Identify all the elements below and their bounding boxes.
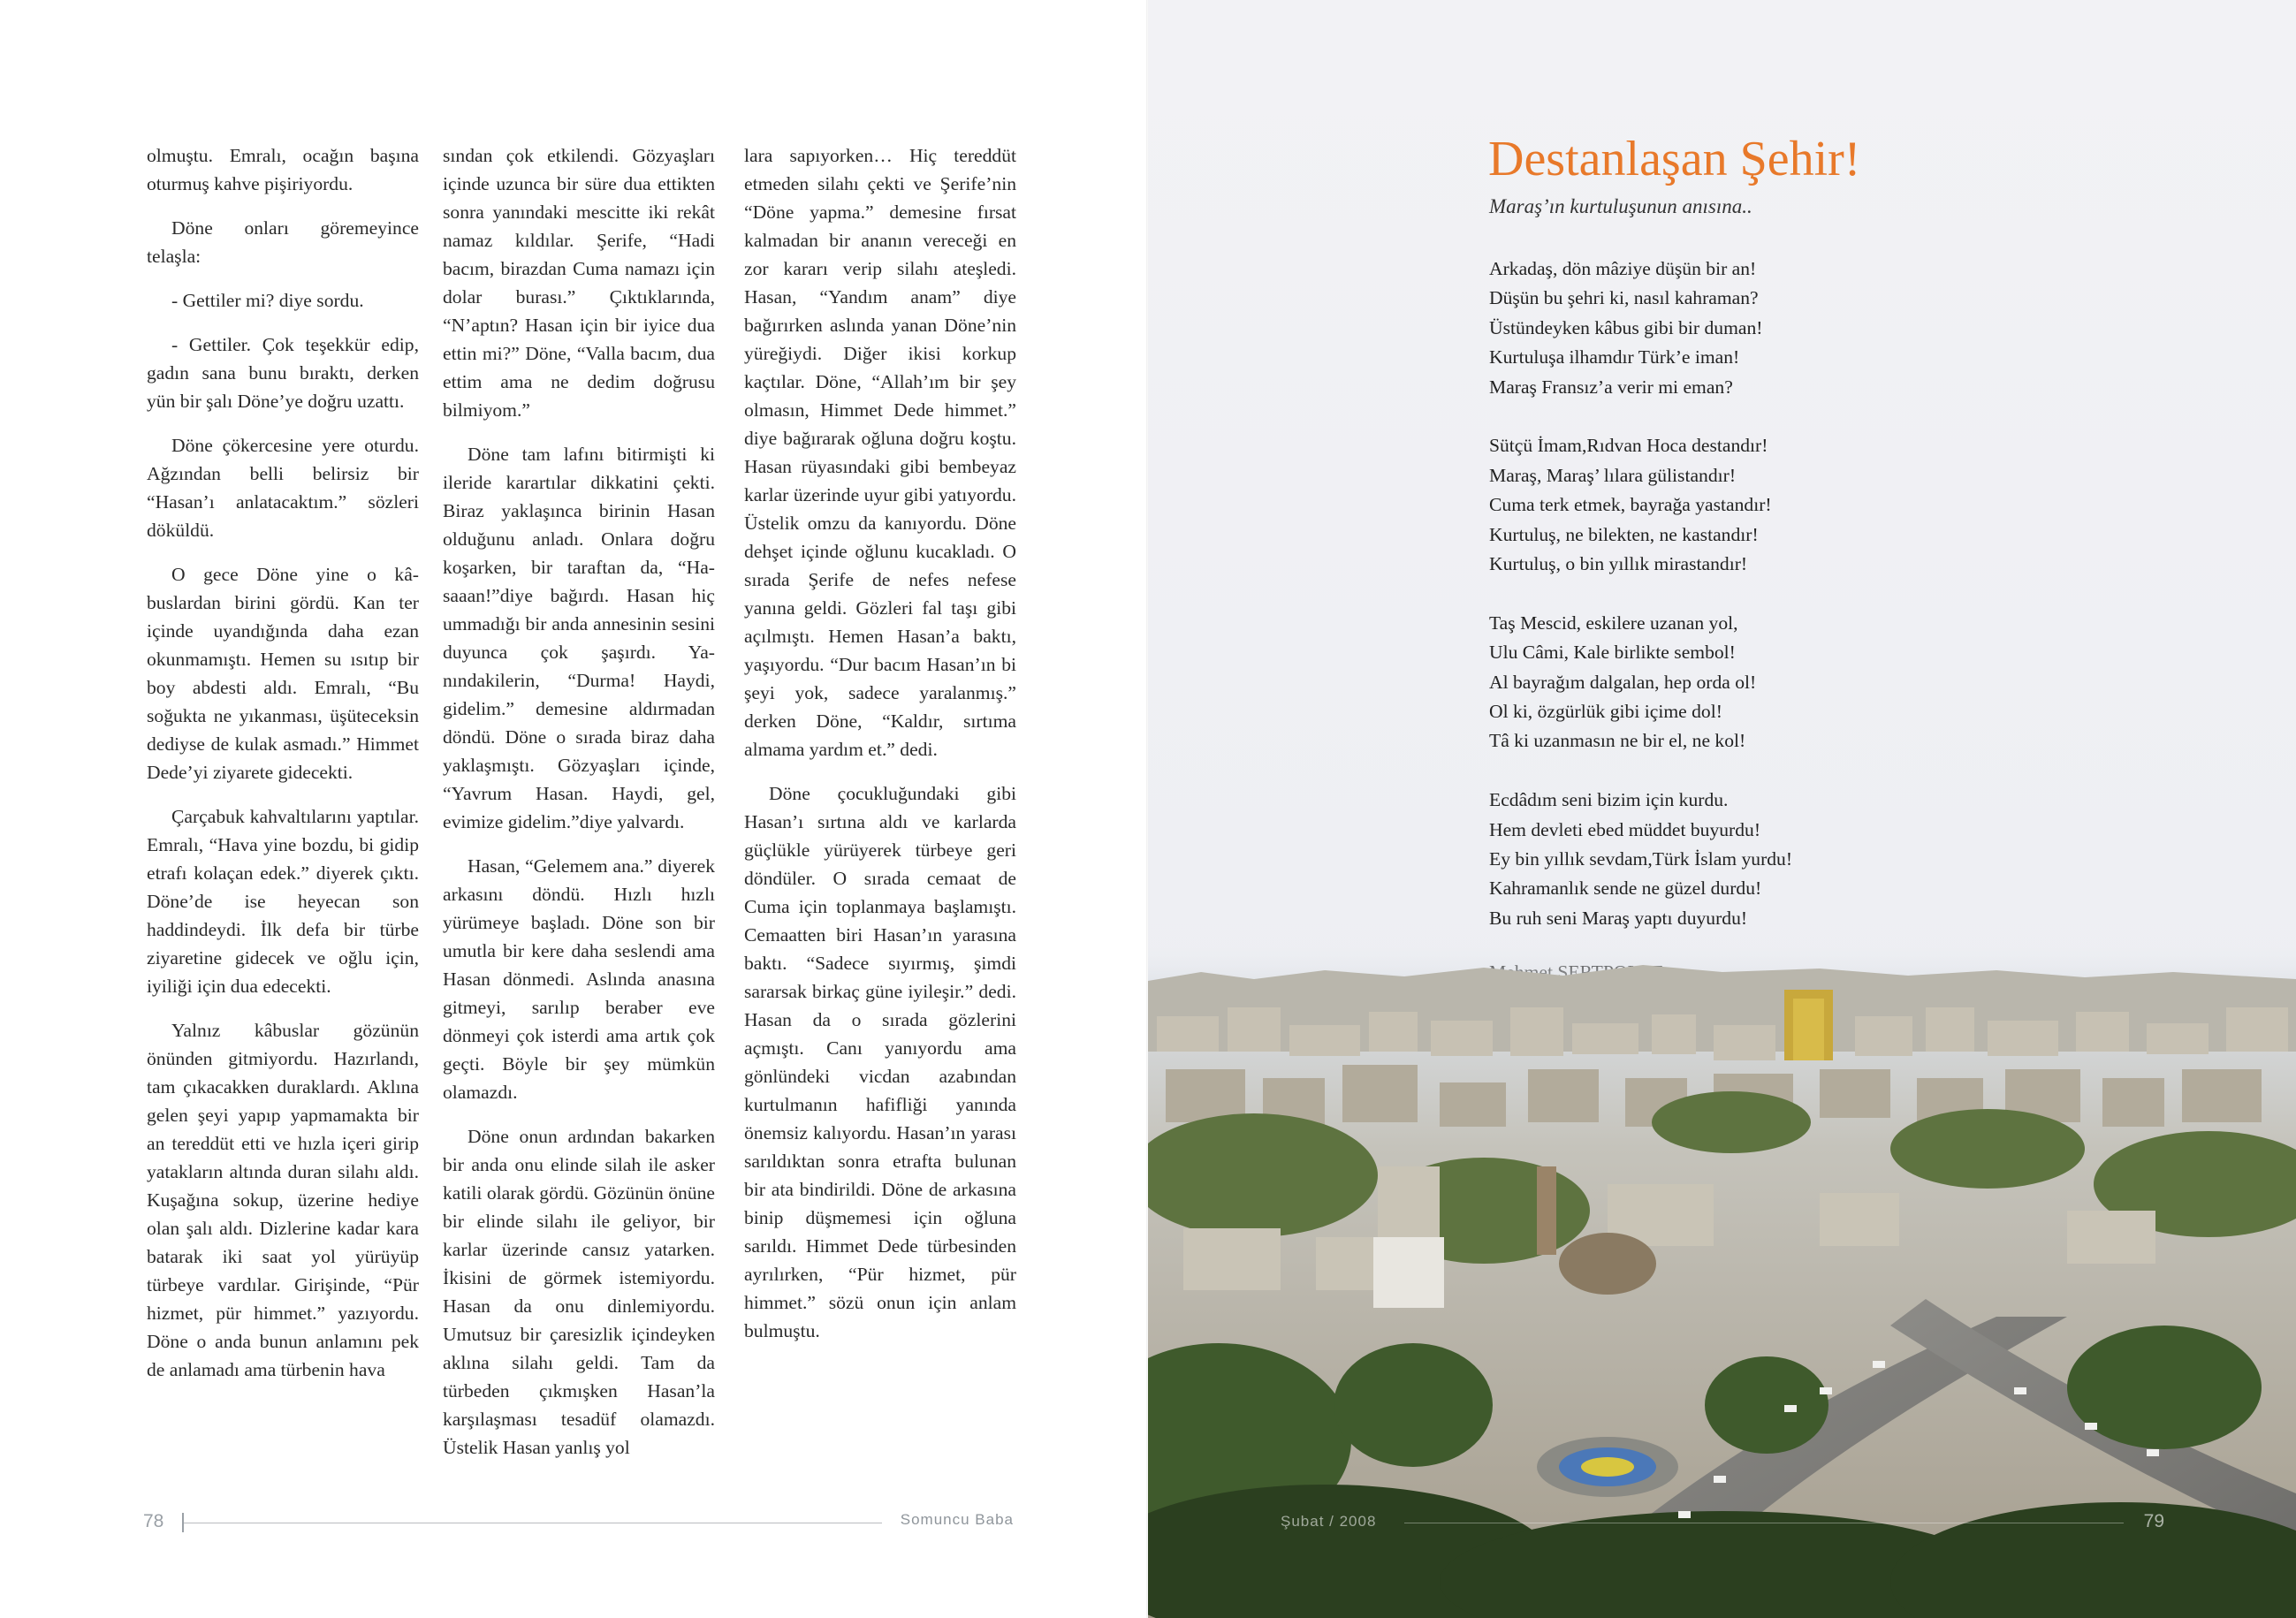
page-number-right: 79 [2143, 1511, 2164, 1531]
paragraph: Döne tam lafını bitirmişti ki ileride karartılar dikkatini çekti. Biraz yaklaşınca birinin Hasan olduğunu anladı. Onlara doğru koşarken, bir taraftan da, “Hasaaan!”diye bağırdı. Hasan hiç ummadığı bir anda annesinin sesini duyunca çok şaşırdı. Yanındakilerin, “Durma! Haydi, gidelim.” demesine aldırmadan döndü. Döne o sırada biraz daha yaklaşmıştı. Gözyaşları içinde, “Yavrum Hasan. Haydi, gel, evimize gidelim.”diye yalvardı. [443, 444, 715, 832]
poem-line: Ecdâdım seni bizim için kurdu. [1489, 789, 1729, 811]
paragraph: sından çok etkilendi. Gözyaşları içinde uzunca bir süre dua ettikten sonra yanındaki mescitte iki rekât namaz kıldılar. Şerife, “Hadi bacım, birazdan Cuma namazı için dolar burası.” Çıktıklarında, “N’aptın? Hasan için bir iyice dua ettin mi?” Döne, “Valla bacım, dua ettim ama ne dedim doğrusu bilmiyom.” [443, 145, 715, 421]
poem-line: Cuma terk etmek, bayrağa yastandır! [1489, 494, 1772, 516]
poem-line: Taş Mescid, eskilere uzanan yol, [1489, 611, 1738, 634]
poem-line: Üstündeyken kâbus gibi bir duman! [1489, 316, 1763, 338]
poem-subtitle: Maraş’ın kurtuluşunun anısına.. [1489, 195, 1752, 217]
paragraph: Döne çocukluğundaki gibi Hasan’ı sırtına aldı ve karlarda güçlükle yürüyerek türbeye geri döndüler. O sırada cemaat de Cuma için toplanmaya başlamıştı. Cemaatten biri Hasan’ın yarasına baktı. “Sadece sıyırmış, şimdi sararsak birkaç güne iyileşir.” dedi. Hasan da o sırada gözlerini açmıştı. Canı yanıyordu ama gönlündeki vicdan azabından kurtulmanın hafifliği yanında önemsiz kalıyordu. Hasan’ın yarası sarıldıktan sonra etrafta bulunan bir ata bindirildi. Döne de arkasına binip düşmemesi için oğluna sarıldı. Himmet Dede türbesinden ayrılırken, “Pür hizmet, pür himmet.” sözü onun için anlam bulmuştu. [744, 783, 1016, 1341]
issue-date: Şubat / 2008 [1281, 1513, 1377, 1530]
poem-line: Kahramanlık sende ne güzel durdu! [1489, 877, 1762, 900]
poem [1489, 254, 1949, 963]
paragraph: Hasan, “Gelemem ana.” diyerek arkasını döndü. Hızlı hızlı yürümeye başladı. Döne son bir umutla bir kere daha seslendi ama Hasan dönmedi. Aslında anasına gitmeyi, sarılıp beraber eve dönmeyi çok isterdi ama artık çok geçti. Böyle bir şey mümkün olamazdı. [443, 855, 715, 1103]
poem-line: Kurtuluş, o bin yıllık mirastandır! [1489, 553, 1748, 575]
stanza [1489, 431, 1949, 579]
stanza [1489, 786, 1949, 933]
paragraph: - Gettiler mi? diye sordu. [171, 290, 364, 311]
paragraph: Döne çökercesine yere oturdu. Ağzından belli belirsiz bir “Hasan’ı anlatacaktım.” sözleri döküldü. [147, 435, 419, 541]
poem-line: Kurtuluşa ilhamdır Türk’e iman! [1489, 346, 1740, 368]
poem-line: Bu ruh seni Maraş yaptı duyurdu! [1489, 907, 1748, 929]
text-column-2 [443, 141, 715, 1481]
magazine-name: Somuncu Baba [900, 1511, 1014, 1528]
poem-line: Maraş Fransız’a verir mi eman? [1489, 376, 1733, 398]
poem-line: Düşün bu şehri ki, nasıl kahraman? [1489, 287, 1759, 309]
poem-line: Kurtuluş, ne bilekten, ne kastandır! [1489, 523, 1759, 545]
paragraph: Döne onları göremeyince telaşla: [147, 217, 419, 267]
paragraph: lara sapıyorken… Hiç tereddüt etmeden silahı çekti ve Şerife’nin “Döne yapma.” demesine fırsat kalmadan bir ananın vereceği en zor kararı verip silahı ateşledi. Hasan, “Yandım anam” diye bağırırken aslında yanan Döne’nin yüreğiydi. Diğer ikisi korkup kaçtılar. Döne, “Allah’ım bir şey olmasın, Himmet Dede himmet.” diye bağırarak oğluna doğru koştu. Hasan rüyasındaki gibi bembeyaz karlar üzerinde uyur gibi yatıyordu. Üstelik omzu da kanıyordu. Döne dehşet içinde oğlunu kucakladı. O sırada Şerife de nefes nefese yanına geldi. Gözleri fal taşı gibi açılmıştı. Hemen Hasan’a baktı, yaşıyordu. “Dur bacım Hasan’ın bi şeyi yok, sadece yaralanmış.” derken Döne, “Kaldır, sırtıma almama yardım et.” dedi. [744, 145, 1016, 760]
paragraph: Yalnız kâbuslar gözünün önünden gitmiyordu. Hazırlandı, tam çıkacakken duraklardı. Aklına gelen şeyi yapıp yapmamakta bir an tereddüt etti ve hızla içeri girip yatakların altında duran silahı aldı. Kuşağına sokup, üzerine hediye olan şalı aldı. Dizlerine kadar kara batarak iki saat yol yürüyüp türbeye vardılar. Girişinde, “Pür hizmet, pür himmet.” yazıyordu. Döne o anda bunun anlamını pek de anlamadı ama türbenin hava [147, 1020, 419, 1380]
poem-line: Ol ki, özgürlük gibi içime dol! [1489, 701, 1722, 723]
poem-line: Arkadaş, dön mâziye düşün bir an! [1489, 258, 1757, 279]
poem-line: Al bayrağım dalgalan, hep orda ol! [1489, 671, 1757, 693]
poem-line: Ulu Câmi, Kale birlikte sembol! [1489, 642, 1736, 664]
paragraph: Döne onun ardından bakarken bir anda onu elinde silah ile asker katili olarak gördü. Gözünün önüne bir elinde silahı ile geliyor, bir karlar üzerinde cansız yatarken. İkisini de görmek istemiyordu. Hasan da onu dinlemiyordu. Umutsuz bir çaresizlik içindeyken aklına silahı geldi. Tam da türbeden çıkmışken Hasan’la karşılaşması tesadüf olamazdı. Üstelik Hasan yanlış yol [443, 1126, 715, 1458]
poem-line: Sütçü İmam,Rıdvan Hoca destandır! [1489, 435, 1768, 457]
left-footer [143, 1511, 1014, 1532]
right-page [1148, 0, 2296, 1618]
poem-title: Destanlaşan Şehir! [1488, 132, 1861, 186]
right-footer [1281, 1511, 2164, 1534]
paragraph: olmuştu. Emralı, ocağın başına oturmuş kahve pişiriyordu. [147, 145, 419, 194]
poem-line: Tâ ki uzanmasın ne bir el, ne kol! [1489, 730, 1746, 752]
poem-line: Ey bin yıllık sevdam,Türk İslam yurdu! [1489, 848, 1793, 870]
page-number-left: 78 [143, 1511, 164, 1531]
paragraph: O gece Döne yine o kâbuslardan birini gördü. Kan ter içinde uyandığında daha ezan okunmamıştı. Hemen su ısıtıp bir boy abdesti aldı. Emralı, “Bu soğukta ne yıkanması, üşüteceksin dediyse de kulak asmadı.” Himmet Dede’yi ziyarete gidecekti. [147, 564, 419, 783]
paragraph: - Gettiler. Çok teşekkür edip, gadın sana bunu bıraktı, derken yün bir şalı Döne’ye doğru uzattı. [147, 334, 419, 412]
text-column-1 [147, 141, 419, 1481]
stanza [1489, 254, 1949, 402]
poem-line: Hem devleti ebed müddet buyurdu! [1489, 818, 1761, 840]
paragraph: Çarçabuk kahvaltılarını yaptılar. Emralı, “Hava yine bozdu, bi gidip etrafı kolaçan edek.” diyerek çıktı. Döne’de ise heyecan son haddindeydi. İlk defa bir türbe ziyaretine gidecek ve oğlu için, iyiliği için dua edecekti. [147, 806, 419, 997]
stanza [1489, 609, 1949, 756]
text-column-3 [744, 141, 1016, 1481]
poem-line: Maraş, Maraş’ lılara gülistandır! [1489, 464, 1737, 486]
